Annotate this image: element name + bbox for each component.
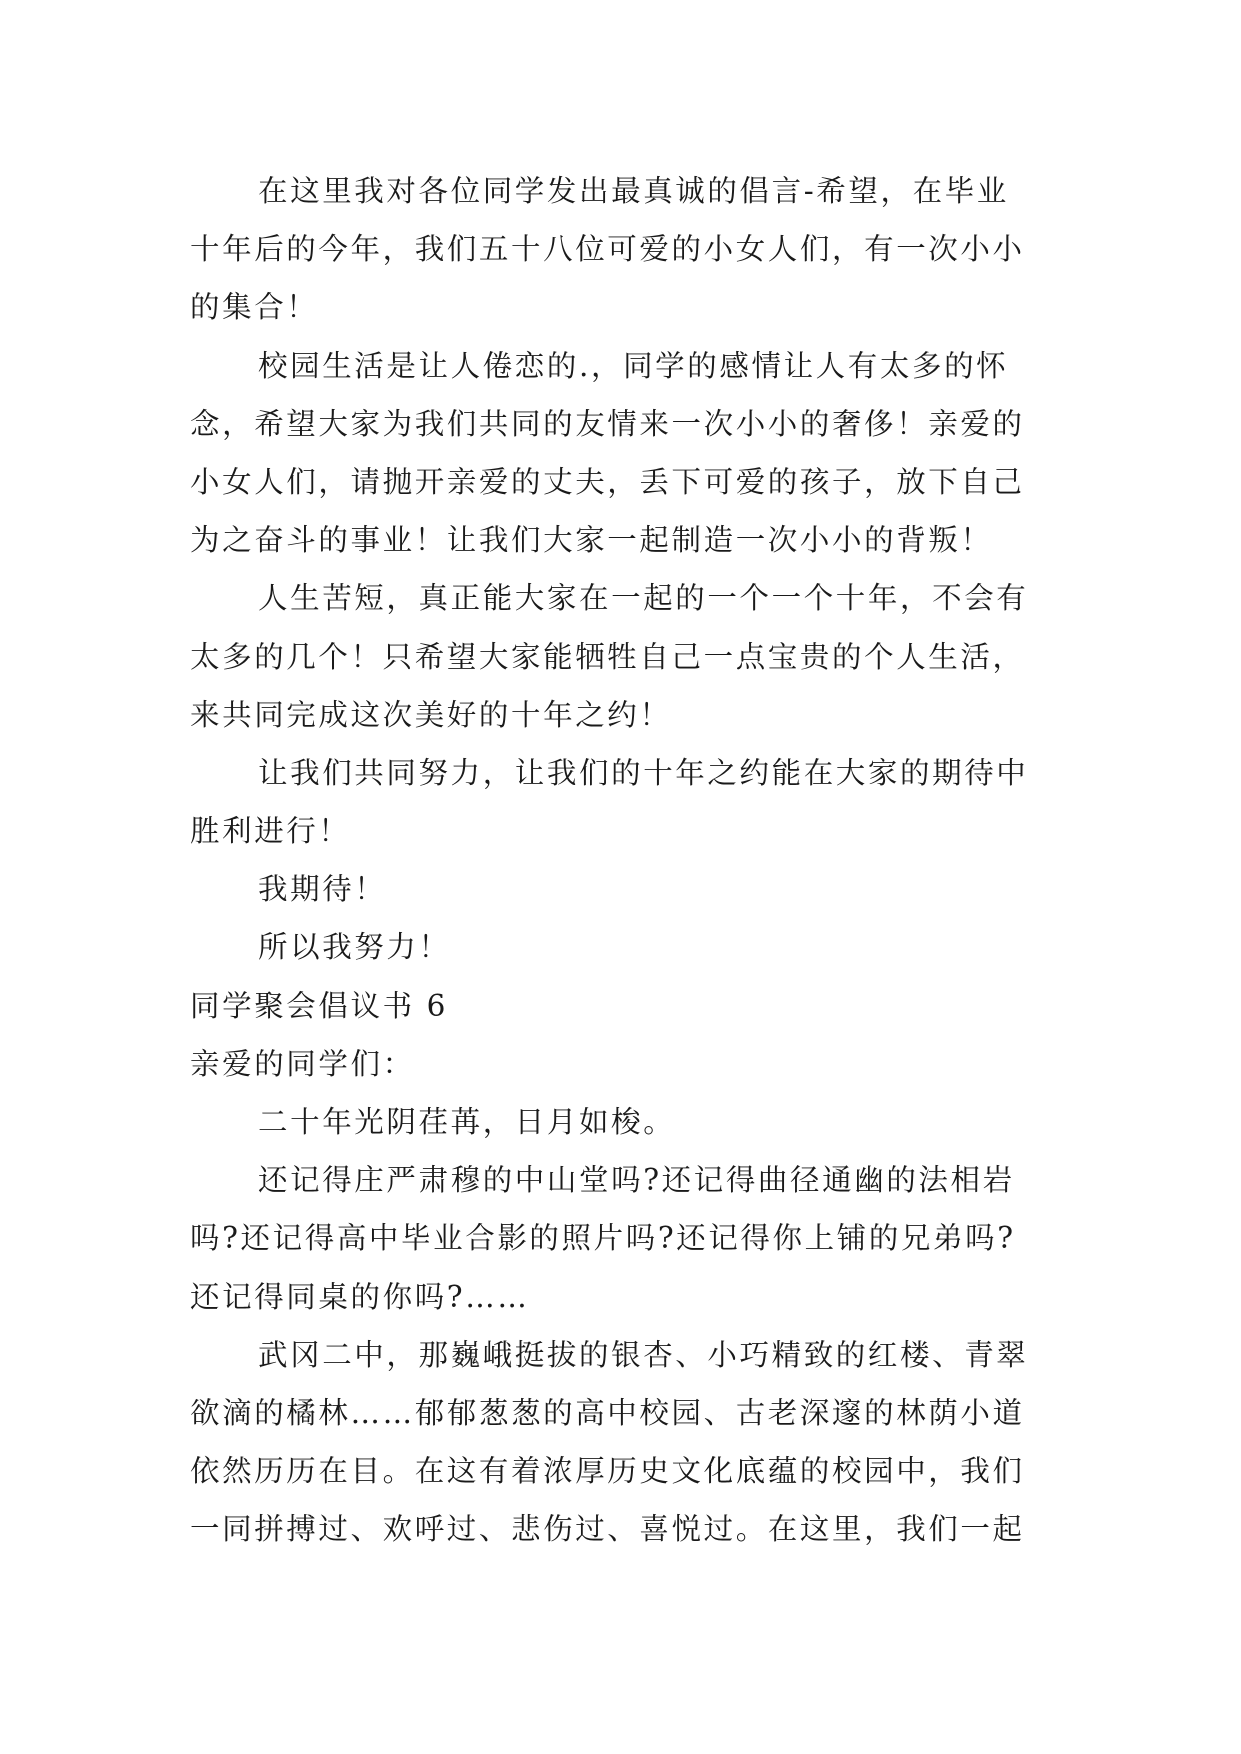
text-line: 我期待！	[258, 872, 387, 907]
text-line: 太多的几个！只希望大家能牺牲自己一点宝贵的个人生活，	[190, 639, 1025, 674]
text-line: 还记得庄严肃穆的中山堂吗?还记得曲径通幽的法相岩	[258, 1163, 1015, 1198]
text-line: 小女人们，请抛开亲爱的丈夫，丢下可爱的孩子，放下自己	[190, 464, 1025, 499]
text-line: 一同拼搏过、欢呼过、悲伤过、喜悦过。在这里，我们一起	[190, 1512, 1025, 1547]
text-line: 依然历历在目。在这有着浓厚历史文化底蕴的校园中，我们	[190, 1454, 1025, 1489]
text-line: 胜利进行！	[190, 814, 351, 849]
document-body	[190, 162, 1060, 1559]
text-line: 武冈二中，那巍峨挺拔的银杏、小巧精致的红楼、青翠	[258, 1337, 1029, 1372]
text-line: 念，希望大家为我们共同的友情来一次小小的奢侈！亲爱的	[190, 406, 1025, 441]
text-line: 的集合！	[190, 290, 319, 325]
text-line: 二十年光阴荏苒，日月如梭。	[258, 1105, 676, 1139]
text-line: 十年后的今年，我们五十八位可爱的小女人们，有一次小小	[190, 232, 1025, 267]
text-line: 人生苦短，真正能大家在一起的一个一个十年，不会有	[258, 581, 1029, 616]
text-line: 来共同完成这次美好的十年之约！	[190, 697, 672, 732]
text-line: 让我们共同努力，让我们的十年之约能在大家的期待中	[258, 755, 1029, 790]
text-line: 校园生活是让人倦恋的.，同学的感情让人有太多的怀	[258, 348, 1009, 383]
text-line: 所以我努力！	[258, 930, 451, 965]
section-heading: 同学聚会倡议书 6	[190, 988, 449, 1023]
text-line: 欲滴的橘林……郁郁葱葱的高中校园、古老深邃的林荫小道	[190, 1395, 1025, 1430]
text-line: 在这里我对各位同学发出最真诚的倡言-希望，在毕业	[258, 174, 1009, 208]
text-line: 还记得同桌的你吗?……	[190, 1279, 530, 1314]
text-line: 为之奋斗的事业！让我们大家一起制造一次小小的背叛！	[190, 523, 993, 558]
salutation: 亲爱的同学们：	[190, 1046, 415, 1081]
text-line: 吗?还记得高中毕业合影的照片吗?还记得你上铺的兄弟吗?	[190, 1221, 1016, 1256]
